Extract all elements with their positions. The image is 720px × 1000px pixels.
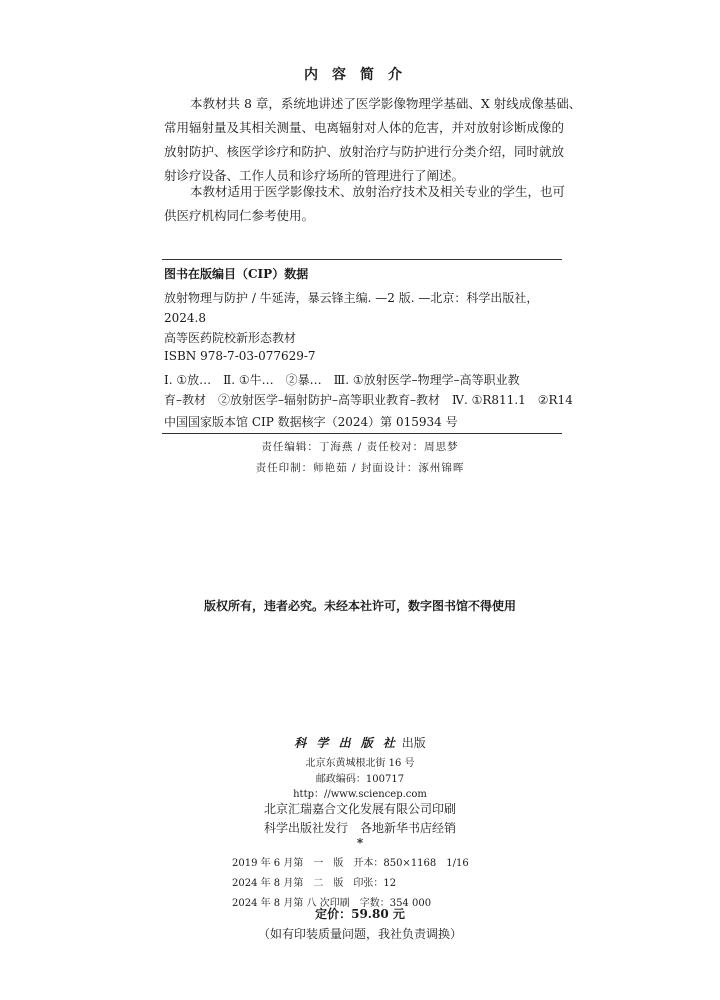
- summary-line: 常用辐射量及其相关测量、电离辐射对人体的危害，并对放射诊断成像的: [164, 120, 565, 135]
- publisher-logo-text: 科 学 出 版 社: [294, 736, 398, 750]
- summary-title: 内容简介: [304, 67, 416, 83]
- publisher-suffix: 出版: [401, 736, 426, 750]
- printer-line: 北京汇瑞嘉合文化发展有限公司印刷: [263, 802, 456, 816]
- publisher-url: http：//www.sciencep.com: [293, 789, 427, 800]
- separator-star: *: [356, 836, 364, 850]
- publisher-postcode: 邮政编码：100717: [315, 774, 405, 785]
- cip-catalog-number: 中国国家版本馆 CIP 数据核字（2024）第 015934 号: [164, 415, 458, 429]
- summary-line: 本教材共 8 章，系统地讲述了医学影像物理学基础、X 射线成像基础、: [190, 96, 582, 111]
- distribution-line: 科学出版社发行 各地新华书店经销: [263, 821, 456, 835]
- summary-paragraph-1: [164, 92, 582, 188]
- cip-line: Ⅰ. ①放… Ⅱ. ①牛… ②暴… Ⅲ. ①放射医学–物理学–高等职业教: [164, 373, 520, 387]
- cip-block: [164, 263, 573, 433]
- summary-line: 射诊疗设备、工作人员和诊疗场所的管理进行了阐述。: [164, 168, 465, 183]
- price: 定价：59.80 元: [315, 907, 405, 921]
- cip-line: ISBN 978-7-03-077629-7: [164, 349, 316, 363]
- edition-line: 2024 年 8 月第 二 版 印张：12: [232, 878, 397, 889]
- edition-line: 2019 年 6 月第 一 版 开本：850×1168 1/16: [232, 858, 469, 869]
- cip-line: 放射物理与防护 / 牛延涛，暴云锋主编. —2 版. —北京：科学出版社，: [164, 291, 539, 305]
- cip-top-rule: [162, 259, 562, 260]
- summary-line: 放射防护、核医学诊疗和防护、放射治疗与防护进行分类介绍，同时就放: [164, 144, 565, 159]
- cip-heading: 图书在版编目（CIP）数据: [164, 267, 309, 281]
- cip-line: 高等医药院校新形态教材: [164, 331, 297, 345]
- summary-line: 供医疗机构同仁参考使用。: [164, 208, 315, 223]
- production-line: 责任印制：师艳茹 / 封面设计：涿州锦晖: [255, 462, 465, 474]
- quality-notice: （如有印装质量问题，我社负责调换）: [257, 927, 462, 941]
- cip-line: 2024.8: [164, 311, 206, 325]
- summary-line: 本教材适用于医学影像技术、放射治疗技术及相关专业的学生，也可: [190, 184, 566, 199]
- cip-bottom-rule: [162, 433, 562, 434]
- copyright-notice: 版权所有，违者必究。未经本社许可，数字图书馆不得使用: [203, 599, 516, 613]
- publisher-address: 北京东黄城根北街 16 号: [305, 758, 415, 769]
- summary-paragraph-2: [164, 180, 564, 228]
- edition-line: 2024 年 8 月第 八 次印刷 字数：354 000: [232, 898, 432, 909]
- cip-line: 育–教材 ②放射医学–辐射防护–高等职业教育–教材 Ⅳ. ①R811.1 ②R14: [164, 393, 573, 407]
- publisher-name: [0, 734, 720, 751]
- editors-line: 责任编辑：丁海燕 / 责任校对：周思梦: [261, 441, 459, 453]
